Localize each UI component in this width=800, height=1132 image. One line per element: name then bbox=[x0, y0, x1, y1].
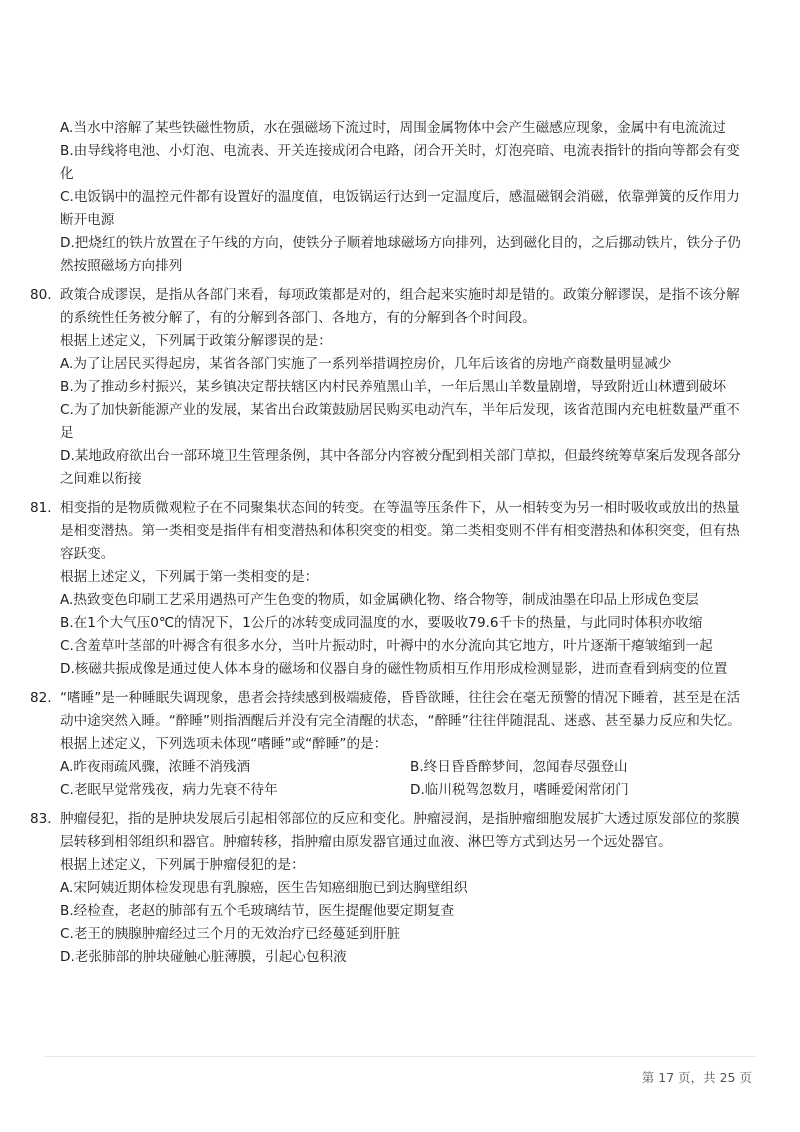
footer-divider bbox=[45, 1056, 755, 1057]
page-number-label: 第 17 页，共 25 页 bbox=[641, 1070, 752, 1085]
question-number: 82. bbox=[30, 690, 52, 706]
question-definition: 政策合成谬误，是指从各部门来看，每项政策都是对的，组合起来实施时却是错的。政策分解谬误，是指不该分解的系统性任务被分解了，有的分解到各部门、各地方，有的分解到各个时间段。 bbox=[60, 287, 740, 326]
option-a: A.当水中溶解了某些铁磁性物质，水在强磁场下流过时，周围金属物体中会产生磁感应现象，金属中有电流流过 bbox=[60, 120, 726, 136]
option-c: C.电饭锅中的温控元件都有设置好的温度值，电饭锅运行达到一定温度后，感温磁钢会消磁，依靠弹簧的反作用力断开电源 bbox=[60, 189, 740, 228]
option-a: A.为了让居民买得起房，某省各部门实施了一系列举措调控房价，几年后该省的房地产商数量明显减少 bbox=[60, 356, 672, 372]
question-prompt: 根据上述定义，下列属于第一类相变的是： bbox=[60, 569, 319, 585]
option-d: D.核磁共振成像是通过使人体本身的磁场和仪器自身的磁性物质相互作用形成检测显影，进而查看到病变的位置 bbox=[60, 661, 728, 677]
option-b: B.经检查，老赵的肺部有五个毛玻璃结节，医生提醒他要定期复查 bbox=[60, 903, 455, 919]
option-a: A.宋阿姨近期体检发现患有乳腺癌，医生告知癌细胞已到达胸壁组织 bbox=[60, 880, 468, 896]
question-prompt: 根据上述定义，下列属于肿瘤侵犯的是： bbox=[60, 857, 305, 873]
question-definition: 肿瘤侵犯，指的是肿块发展后引起相邻部位的反应和变化。肿瘤浸润，是指肿瘤细胞发展扩大透过原发部位的浆膜层转移到相邻组织和器官。肿瘤转移，指肿瘤由原发器官通过血液、淋巴等方式到达另一个远处器官。 bbox=[60, 811, 740, 850]
option-b: B.为了推动乡村振兴，某乡镇决定帮扶辖区内村民养殖黑山羊，一年后黑山羊数量剧增，导致附近山林遭到破坏 bbox=[60, 379, 727, 395]
option-a: A.热致变色印刷工艺采用遇热可产生色变的物质，如金属碘化物、络合物等，制成油墨在印品上形成色变层 bbox=[60, 592, 699, 608]
options-grid bbox=[60, 756, 750, 802]
option-b: B.终日昏昏醉梦间，忽闻春尽强登山 bbox=[410, 759, 628, 775]
option-d: D.把烧红的铁片放置在子午线的方向，使铁分子顺着地球磁场方向排列，达到磁化目的，之后挪动铁片，铁分子仍然按照磁场方向排列 bbox=[60, 235, 741, 274]
option-b: B.由导线将电池、小灯泡、电流表、开关连接成闭合电路，闭合开关时，灯泡亮暗、电流表指针的指向等都会有变化 bbox=[60, 143, 740, 182]
option-d: D.老张肺部的肿块碰触心脏薄膜，引起心包积液 bbox=[60, 949, 347, 965]
option-d: D.临川税驾忽数月，嗜睡爱闲常闭门 bbox=[410, 782, 629, 798]
question-number: 83. bbox=[30, 811, 52, 827]
prev-question-options bbox=[60, 117, 750, 278]
question-number: 80. bbox=[30, 287, 52, 303]
option-c: C.含羞草叶茎部的叶褥含有很多水分，当叶片振动时，叶褥中的水分流向其它地方，叶片逐渐干瘪皱缩到一起 bbox=[60, 638, 713, 654]
option-a: A.昨夜雨疏风骤，浓睡不消残酒 bbox=[60, 759, 251, 775]
question-83 bbox=[30, 808, 750, 969]
question-number: 81. bbox=[30, 500, 52, 516]
question-prompt: 根据上述定义，下列属于政策分解谬误的是： bbox=[60, 333, 332, 349]
question-81 bbox=[30, 497, 750, 681]
question-82 bbox=[30, 687, 750, 802]
option-b: B.在1个大气压0℃的情况下，1公斤的冰转变成同温度的水，要吸收79.6千卡的热量，与此同时体积亦收缩 bbox=[60, 615, 703, 631]
option-c: C.老眠早觉常残夜，病力先衰不待年 bbox=[60, 782, 278, 798]
option-c: C.为了加快新能源产业的发展，某省出台政策鼓励居民购买电动汽车，半年后发现，该省范围内充电桩数量严重不足 bbox=[60, 402, 740, 441]
question-80 bbox=[30, 284, 750, 491]
question-prompt: 根据上述定义，下列选项未体现“嗜睡”或“醉睡”的是： bbox=[60, 736, 388, 752]
page-content bbox=[30, 117, 750, 969]
question-definition: 相变指的是物质微观粒子在不同聚集状态间的转变。在等温等压条件下，从一相转变为另一相时吸收或放出的热量是相变潜热。第一类相变是指伴有相变潜热和体积突变的相变。第二类相变则不伴有相变潜热和体积突变，但有热容跃变。 bbox=[60, 500, 740, 562]
option-d: D.某地政府欲出台一部环境卫生管理条例，其中各部分内容被分配到相关部门草拟，但最终统筹草案后发现各部分之间难以衔接 bbox=[60, 448, 741, 487]
option-c: C.老王的胰腺肿瘤经过三个月的无效治疗已经蔓延到肝脏 bbox=[60, 926, 401, 942]
question-definition: “嗜睡”是一种睡眠失调现象，患者会持续感到极端疲倦，昏昏欲睡，往往会在毫无预警的情况下睡着，甚至是在活动中途突然入睡。“醉睡”则指酒醒后并没有完全清醒的状态，“醉睡”往往伴随混乱、迷惑、甚至暴力反应和失忆。 bbox=[60, 690, 741, 729]
